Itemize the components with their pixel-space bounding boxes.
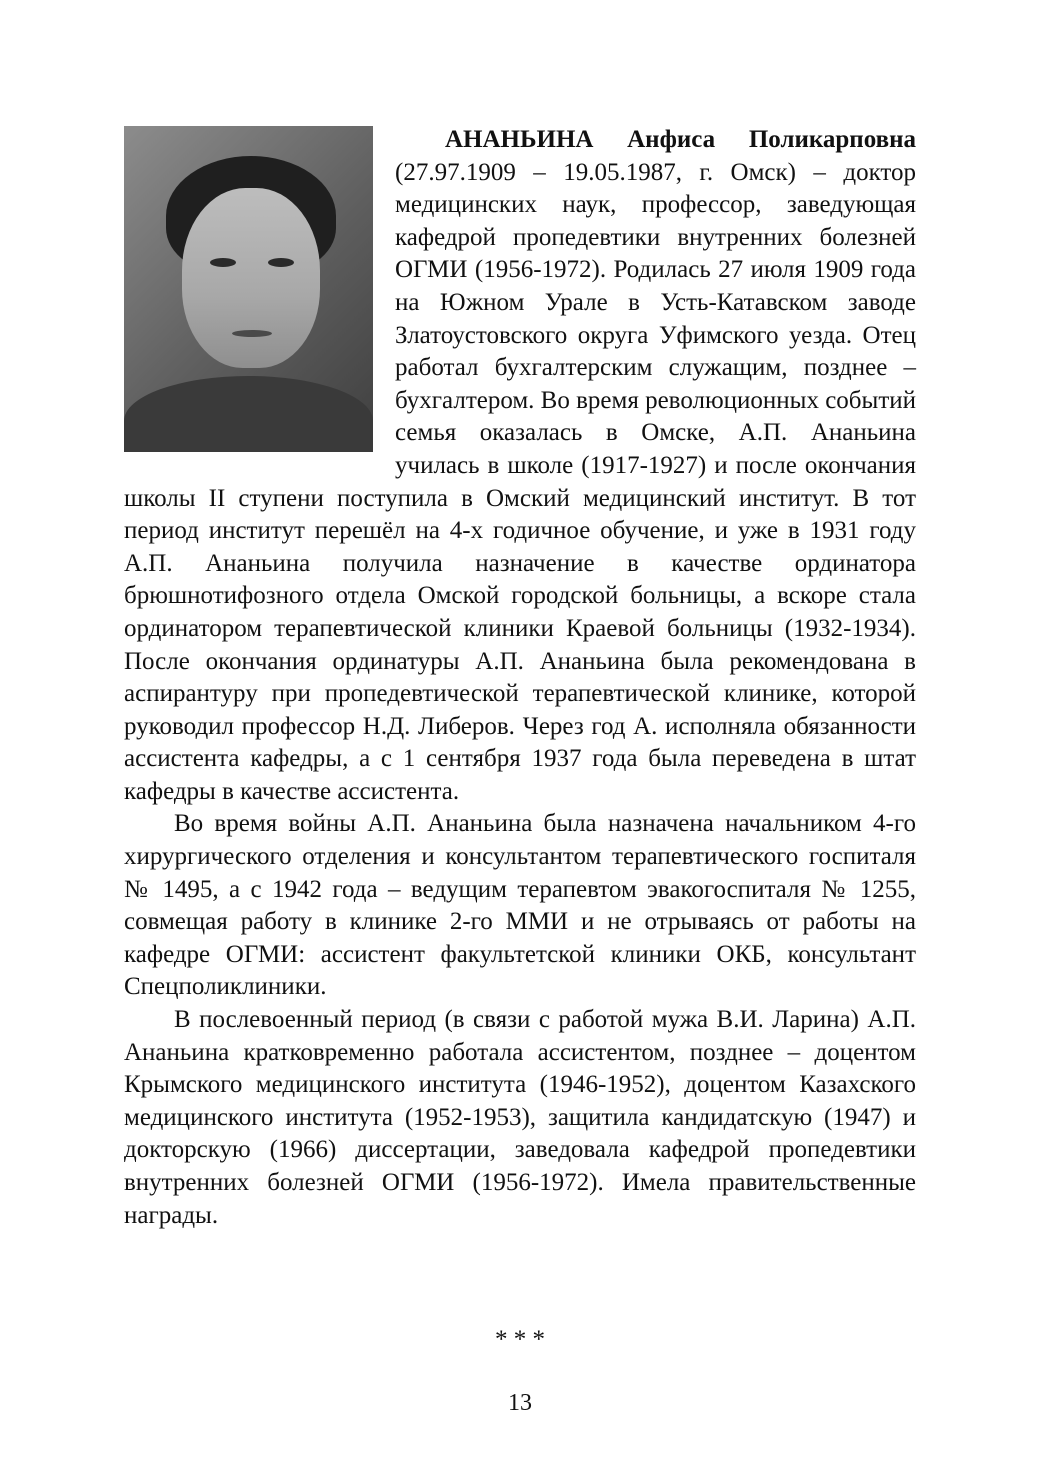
portrait-face <box>182 188 320 368</box>
person-name: АНАНЬИНА Анфиса Поликарповна <box>445 126 916 153</box>
paragraph-postwar: В послевоенный период (в связи с работой мужа В.И. Ларина) А.П. Ананьина кратковременно работала ассистентом, позднее – доцентом Крымского медицинского института (1946-1952), доцентом Казахского медицинского института (1952-1953), защитила кандидатскую (1947) и докторскую (1966) диссертации, заведовала кафедрой пропедевтики внутренних болезней ОГМИ (1956-1972). Имела правительственные награды. <box>124 1006 916 1229</box>
portrait-eye-left <box>210 258 236 267</box>
paragraph-1-text: (27.97.1909 – 19.05.1987, г. Омск) – доктор медицинских наук, профессор, заведующая кафедрой пропедевтики внутренних болезней ОГМИ (1956-1972). Родилась 27 июля 1909 года на Южном Урале в Усть-Катавском заводе Златоустовского округа Уфимского уезда. Отец работал бухгалтерским служащим, позднее – бухгалтером. Во время революционных событий семья оказалась в Омске, А.П. Ананьина училась в школе (1917-1927) и после окончания школы II ступени поступила в Омский медицинский институт. В тот период институт перешёл на 4-х годичное обучение, и уже в 1931 году А.П. Ананьина получила назначение в качестве ординатора брюшнотифозного отдела Омской городской больницы, а вскоре стала ординатором терапевтической клиники Краевой больницы (1932-1934). После окончания ординатуры А.П. Ананьина была рекомендована в аспирантуру при пропедевтической терапевтической клинике, которой руководил профессор Н.Д. Либеров. Через год А. исполняла обязанности ассистента кафедры, а с 1 сентября 1937 года была переведена в штат кафедры в качестве ассистента. <box>124 158 916 805</box>
portrait-photo <box>124 126 373 452</box>
section-separator: * * * <box>495 1326 545 1353</box>
paragraph-war-years: Во время войны А.П. Ананьина была назначена начальником 4-го хирургического отделения и консультантом терапевтического госпиталя № 1495, а с 1942 года – ведущим терапевтом эвакогоспиталя № 1255, совмещая работу в клинике 2-го ММИ и не отрываясь от работы на кафедре ОГМИ: ассистент факультетской клиники ОКБ, консультант Спецполиклиники. <box>124 810 916 1001</box>
page-number: 13 <box>508 1390 532 1416</box>
portrait-shoulders <box>124 376 373 452</box>
article-body <box>124 124 916 1232</box>
portrait-mouth <box>232 330 272 337</box>
portrait-eye-right <box>268 258 294 267</box>
